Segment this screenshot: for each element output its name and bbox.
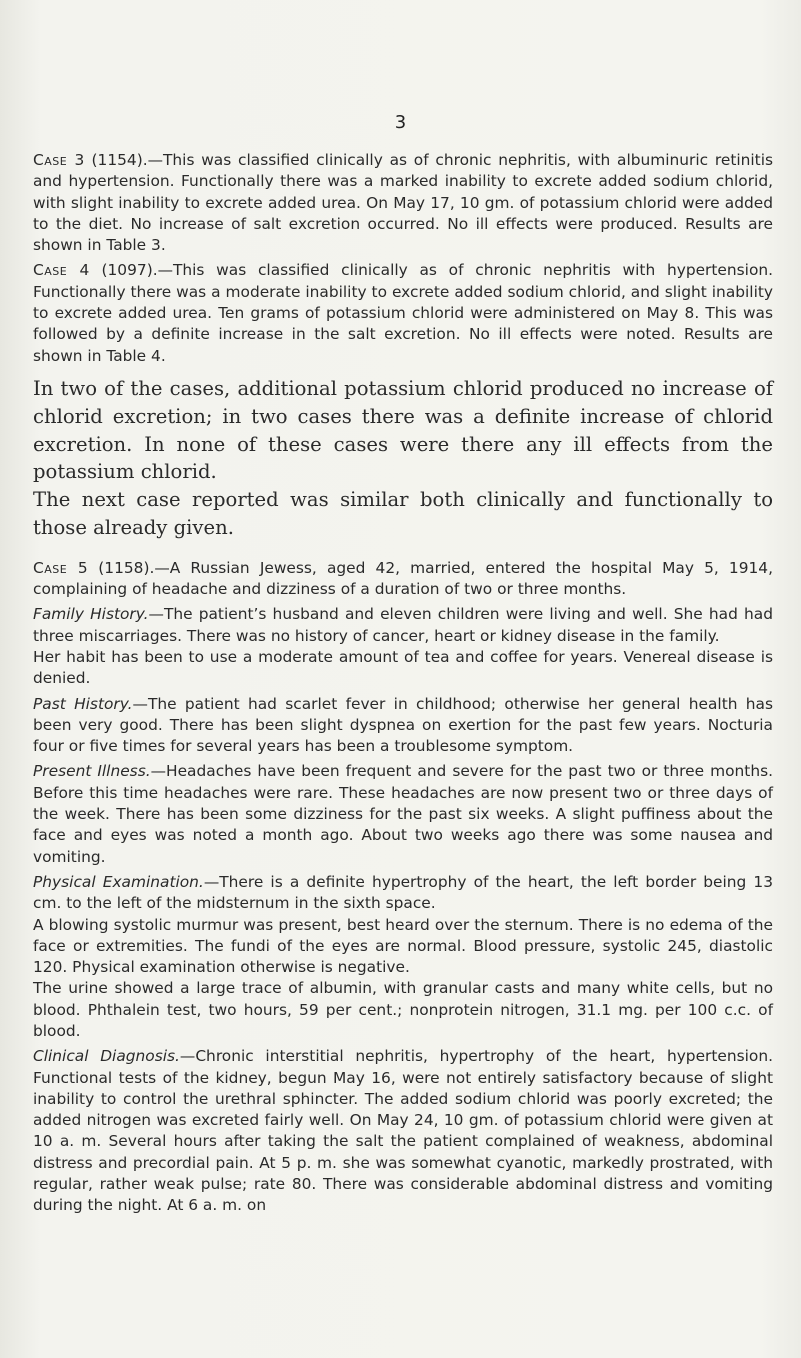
present-illness-heading: Present Illness. <box>33 762 151 781</box>
physical-examination-text: —There is a definite hypertrophy of the heart, the left border being 13 cm. to the left of the midsternum in the sixth space. <box>33 872 773 913</box>
physical-examination-heading: Physical Examination. <box>33 872 204 891</box>
case-4-section <box>33 260 773 366</box>
clinical-diagnosis-paragraph <box>33 1046 773 1216</box>
present-illness-paragraph <box>33 761 773 867</box>
family-history-paragraph <box>33 604 773 647</box>
case-3-text: (1154).—This was classified clinically as of chronic nephritis, with albuminuric retinitis and hypertension. Functionally there was a marked inability to excrete added sodium chlorid, with slight inability to excrete added urea. On May 17, 10 gm. of potassium chlorid were added to the diet. No increase of salt excretion occurred. No ill effects were produced. Results are shown in Table 3. <box>33 151 773 255</box>
murmur-paragraph: A blowing systolic murmur was present, best heard over the sternum. There is no edema of the face or extremities. The fundi of the eyes are normal. Blood pressure, systolic 245, diastolic 120. Physical examination otherwise is negative. <box>33 915 773 977</box>
case-3-label: Case 3 <box>33 151 85 169</box>
case-5-text: (1158).—A Russian Jewess, aged 42, married, entered the hospital May 5, 1914, complaining of headache and dizziness of a duration of two or three months. <box>33 558 773 599</box>
case-5-paragraph <box>33 558 773 601</box>
case-3-section <box>33 150 773 256</box>
present-illness-text: —Headaches have been frequent and severe for the past two or three months. Before this time headaches were rare. These headaches are now present two or three days of the week. There has been some dizziness for the past six weeks. A slight puffiness about the face and eyes was noted a month ago. About two weeks ago there was some nausea and vomiting. <box>33 762 773 866</box>
page-number: 3 <box>394 112 407 133</box>
clinical-diagnosis-text: —Chronic interstitial nephritis, hypertrophy of the heart, hypertension. Functional tests of the kidney, begun May 16, were not entirely satisfactory because of slight inability to control the urethral sphincter. The added sodium chlorid was poorly excreted; the added nitrogen was excreted fairly well. On May 24, 10 gm. of potassium chlorid were given at 10 a. m. Several hours after taking the salt the patient complained of weakness, abdominal distress and precordial pain. At 5 p. m. she was somewhat cyanotic, markedly prostrated, with regular, rather weak pulse; rate 80. There was considerable abdominal distress and vomiting during the night. At 6 a. m. on <box>33 1047 773 1215</box>
case-4-label: Case 4 <box>33 261 90 280</box>
physical-examination-paragraph <box>33 872 773 915</box>
summary-paragraph-1: In two of the cases, additional potassium chlorid produced no increase of chlorid excretion; in two cases there was a definite increase of chlorid excretion. In none of these cases were there any ill effects from the potassium chlorid. <box>33 376 773 484</box>
past-history-paragraph <box>33 694 773 758</box>
past-history-heading: Past History. <box>33 694 133 713</box>
family-history-text: —The patient’s husband and eleven children were living and well. She had had three miscarriages. There was no history of cancer, heart or kidney disease in the family. <box>33 605 773 645</box>
past-history-text: —The patient had scarlet fever in childhood; otherwise her general health has been very good. There has been slight dyspnea on exertion for the past few years. Nocturia four or five times for several years has been a troublesome symptom. <box>33 694 773 756</box>
habit-paragraph: Her habit has been to use a moderate amount of tea and coffee for years. Venereal disease is denied. <box>33 647 773 688</box>
urine-paragraph: The urine showed a large trace of albumin, with granular casts and many white cells, but no blood. Phthalein test, two hours, 59 per cent.; nonprotein nitrogen, 31.1 mg. per 100 c.c. of blood. <box>33 979 773 1040</box>
case-4-paragraph <box>33 260 773 366</box>
clinical-diagnosis-heading: Clinical Diagnosis. <box>33 1047 180 1066</box>
family-history-heading: Family History. <box>33 605 149 624</box>
case-3-paragraph <box>33 150 773 256</box>
case-5-label: Case 5 <box>33 558 89 577</box>
summary-paragraph-2: The next case reported was similar both clinically and functionally to those already given. <box>33 488 773 539</box>
case-5-section <box>33 558 773 1217</box>
body-text <box>33 150 773 1217</box>
summary-section <box>33 375 773 542</box>
case-4-text: (1097).—This was classified clinically as of chronic nephritis with hypertension. Functionally there was a moderate inability to excrete added sodium chlorid, and slight inability to excrete added urea. Ten grams of potassium chlorid were administered on May 8. This was followed by a definite increase in the salt excretion. No ill effects were noted. Results are shown in Table 4. <box>33 261 774 365</box>
